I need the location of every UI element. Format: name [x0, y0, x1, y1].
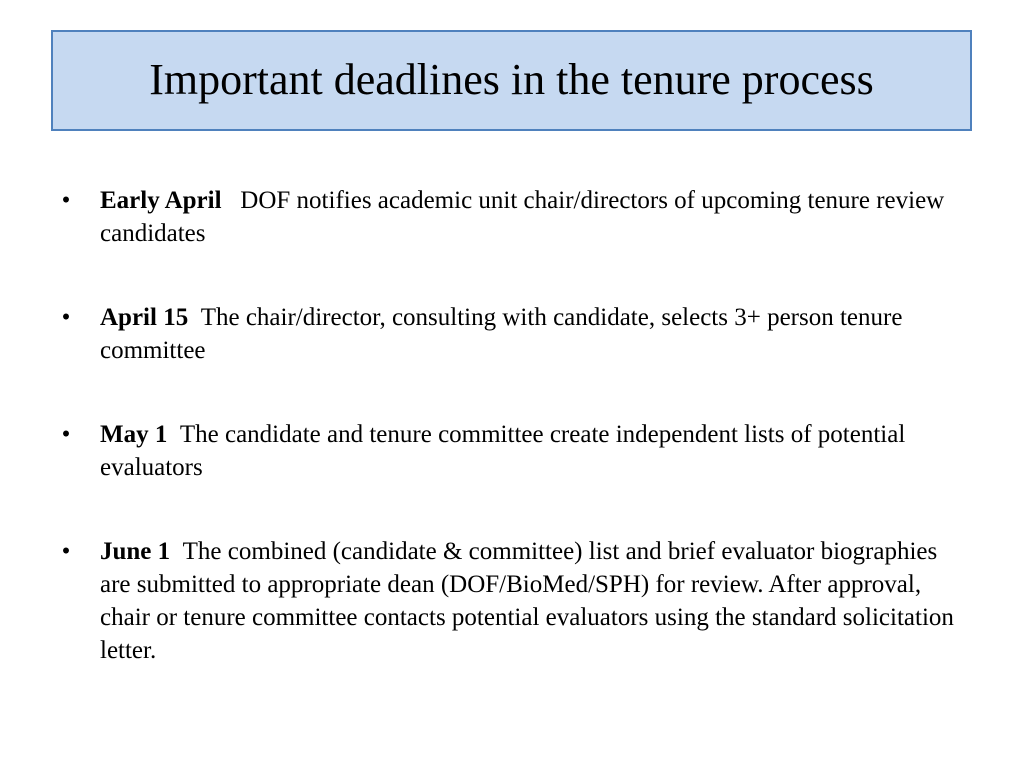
bullet-icon: •	[61, 187, 71, 214]
deadline-list	[56, 184, 966, 667]
deadline-description: The chair/director, consulting with candidate, selects 3+ person tenure committee	[100, 304, 903, 364]
deadline-description: The candidate and tenure committee create independent lists of potential evaluators	[100, 421, 906, 481]
deadline-date: May 1	[100, 421, 168, 448]
deadline-date: April 15	[100, 304, 189, 331]
bullet-icon: •	[61, 538, 71, 565]
deadline-description: DOF notifies academic unit chair/directors of upcoming tenure review candidates	[100, 187, 945, 247]
slide-title: Important deadlines in the tenure process	[149, 55, 874, 105]
bullet-icon: •	[61, 421, 71, 448]
list-item	[56, 418, 966, 484]
deadline-date: Early April	[100, 187, 222, 214]
deadline-date: June 1	[100, 538, 171, 565]
title-box	[51, 30, 972, 131]
list-item	[56, 301, 966, 367]
deadline-description: The combined (candidate & committee) list and brief evaluator biographies are submitted to appropriate dean (DOF/BioMed/SPH) for review. After approval, chair or tenure committee contacts potential evaluators using the standard solicitation letter.	[100, 538, 954, 664]
bullet-icon: •	[61, 304, 71, 331]
list-item	[56, 184, 966, 250]
list-item	[56, 535, 966, 667]
